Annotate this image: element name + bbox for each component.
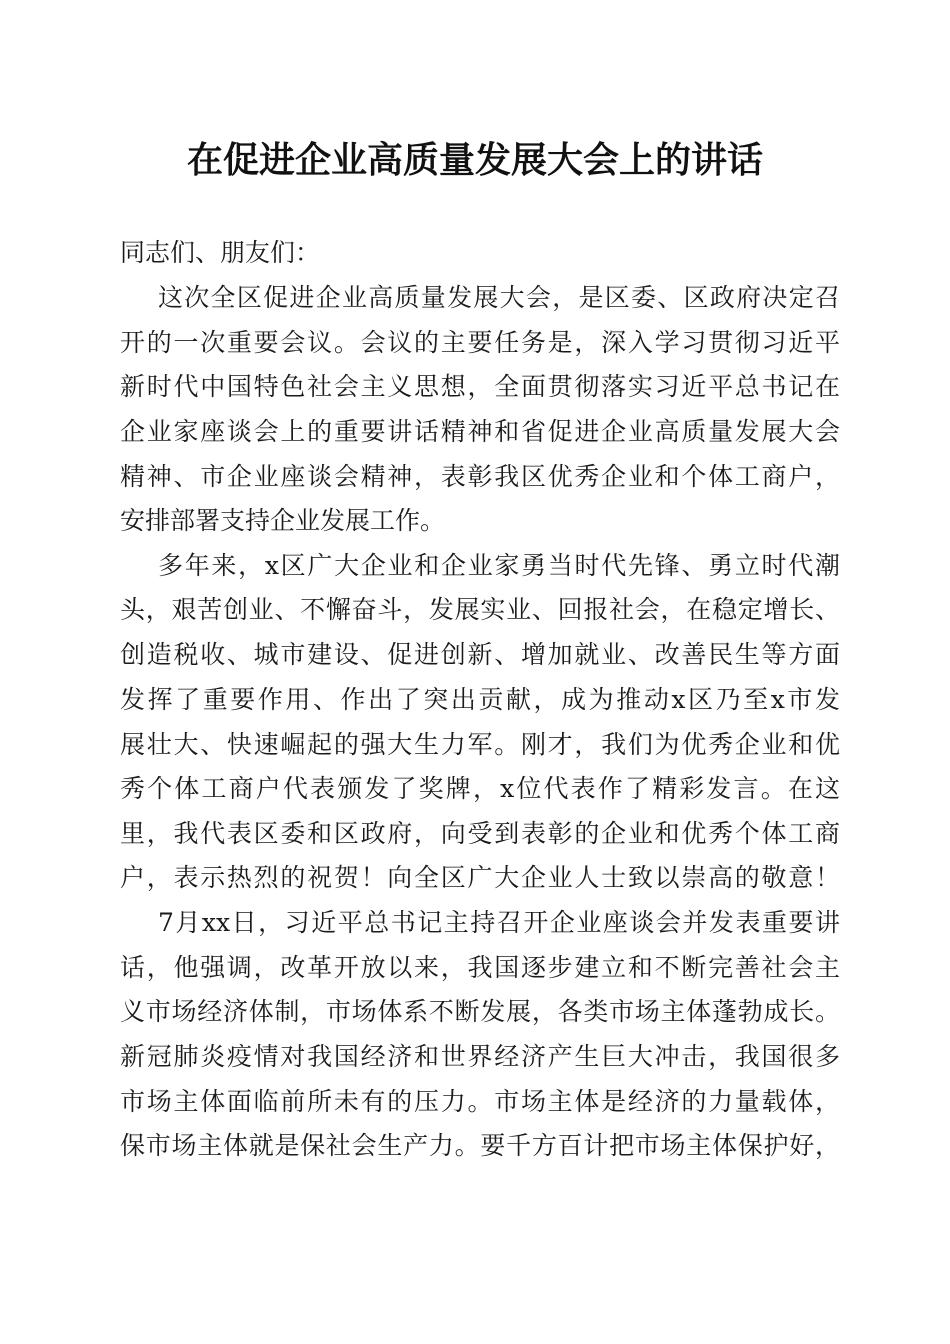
text-line: 义市场经济体制，市场体系不断发展，各类市场主体蓬勃成长。 bbox=[120, 997, 840, 1026]
text-line: 展壮大、快速崛起的强大生力军。刚才，我们为优秀企业和优 bbox=[120, 730, 840, 759]
text-line: 新冠肺炎疫情对我国经济和世界经济产生巨大冲击，我国很多 bbox=[120, 1042, 840, 1071]
text-line: 里，我代表区委和区政府，向受到表彰的企业和优秀个体工商 bbox=[120, 819, 840, 848]
text-line: 开的一次重要会议。会议的主要任务是，深入学习贯彻习近平 bbox=[120, 328, 840, 357]
text-line: 保市场主体就是保社会生产力。要千方百计把市场主体保护好， bbox=[120, 1131, 840, 1160]
text-line: 话，他强调，改革开放以来，我国逐步建立和不断完善社会主 bbox=[120, 953, 840, 982]
text-line: 创造税收、城市建设、促进创新、增加就业、改善民生等方面 bbox=[120, 640, 840, 669]
text-line: 秀个体工商户代表颁发了奖牌，x位代表作了精彩发言。在这 bbox=[120, 774, 840, 803]
text-line: 市场主体面临前所未有的压力。市场主体是经济的力量载体， bbox=[120, 1087, 840, 1116]
text-line: 多年来，x区广大企业和企业家勇当时代先锋、勇立时代潮 bbox=[158, 551, 840, 580]
text-line: 发挥了重要作用、作出了突出贡献，成为推动x区乃至x市发 bbox=[120, 685, 840, 714]
text-line: 7月xx日，习近平总书记主持召开企业座谈会并发表重要讲 bbox=[158, 908, 840, 937]
text-line: 新时代中国特色社会主义思想，全面贯彻落实习近平总书记在 bbox=[120, 372, 840, 401]
text-line: 头，艰苦创业、不懈奋斗，发展实业、回报社会，在稳定增长、 bbox=[120, 595, 840, 624]
text-line: 户，表示热烈的祝贺！向全区广大企业人士致以崇高的敬意！ bbox=[120, 863, 840, 892]
document-title: 在促进企业高质量发展大会上的讲话 bbox=[186, 139, 763, 181]
text-line: 这次全区促进企业高质量发展大会，是区委、区政府决定召 bbox=[158, 283, 840, 312]
text-line: 安排部署支持企业发展工作。 bbox=[120, 506, 446, 535]
salutation: 同志们、朋友们： bbox=[120, 238, 321, 267]
text-line: 企业家座谈会上的重要讲话精神和省促进企业高质量发展大会 bbox=[120, 417, 840, 446]
text-line: 精神、市企业座谈会精神，表彰我区优秀企业和个体工商户， bbox=[120, 462, 840, 491]
